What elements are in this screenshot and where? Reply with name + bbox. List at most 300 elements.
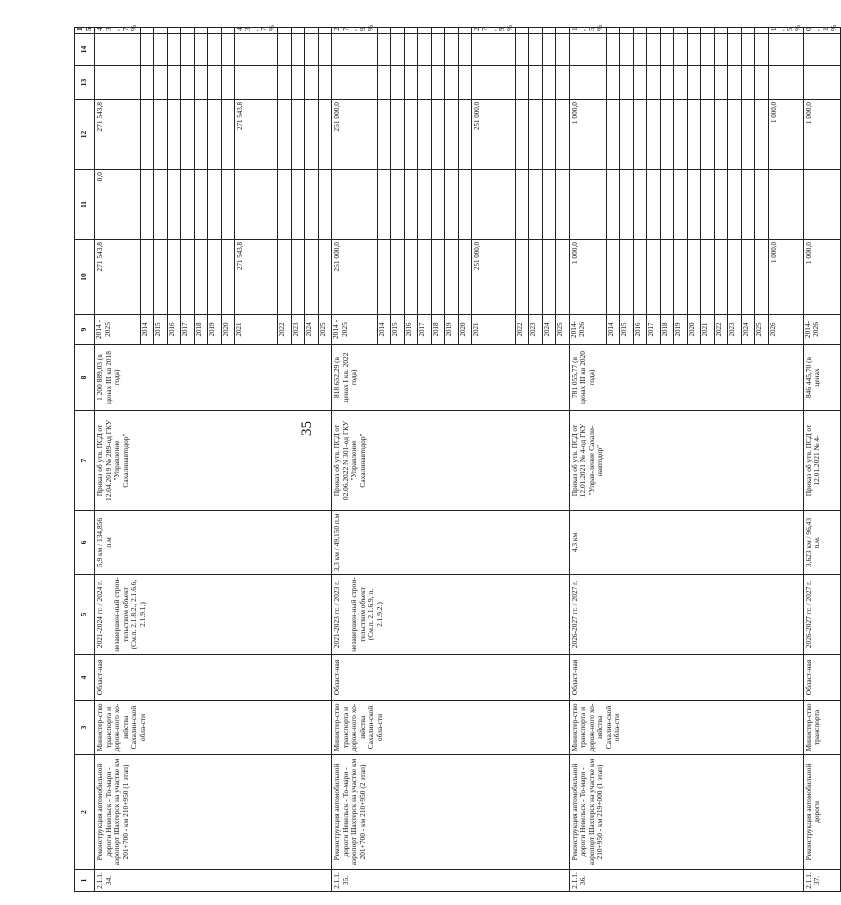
year-cell: 2020 — [221, 315, 235, 345]
year-amount-federal — [181, 170, 195, 240]
year-amount-other — [418, 34, 432, 66]
year-amount-federal — [418, 170, 432, 240]
year-readiness — [445, 28, 459, 34]
year-amount-total — [620, 240, 634, 315]
year-cell: 2014 — [377, 315, 391, 345]
year-readiness — [674, 28, 688, 34]
amount-local — [332, 66, 378, 100]
year-cell: 2016 — [167, 315, 181, 345]
year-amount-regional: 251 000,0 — [472, 100, 515, 170]
year-amount-federal — [606, 170, 620, 240]
year-amount-regional — [221, 100, 235, 170]
year-amount-other — [404, 34, 418, 66]
estimated-cost: 781 055,77 (в ценах III кв 2020 года) — [569, 345, 803, 411]
ministry: Министер-ство транспорта и дорож-ного хо-зяйства Сахалин-ской обла-сти — [332, 701, 569, 755]
year-amount-regional — [647, 100, 661, 170]
header-cell: 2 — [75, 755, 95, 870]
year-cell: 2018 — [431, 315, 445, 345]
amount-federal: 0,0 — [95, 170, 141, 240]
year-amount-federal — [318, 170, 332, 240]
header-cell: 12 — [75, 100, 95, 170]
year-amount-other — [458, 34, 472, 66]
year-amount-other — [431, 34, 445, 66]
year-cell: 2022 — [515, 315, 529, 345]
year-amount-total: 1 000,0 — [768, 240, 803, 315]
construction-term: 2026-2027 гг. / 2027 г. — [569, 575, 803, 655]
year-cell: 2022 — [714, 315, 728, 345]
year-amount-federal — [235, 170, 278, 240]
amount-other — [95, 34, 141, 66]
level: Област-ная — [95, 655, 332, 701]
year-readiness — [154, 28, 168, 34]
year-amount-federal — [154, 170, 168, 240]
year-amount-regional — [377, 100, 391, 170]
year-amount-regional — [167, 100, 181, 170]
year-readiness — [208, 28, 222, 34]
year-cell: 2025 — [318, 315, 332, 345]
object-name: Реконструкция автомобильной дороги Невельск - То-мари - аэропорт Шахтерск на участке км 201+700 - км 210+950 (1 этап) — [95, 755, 332, 870]
year-amount-local — [278, 66, 292, 100]
year-amount-other — [235, 34, 278, 66]
year-cell: 2021 — [701, 315, 715, 345]
table-row — [95, 28, 141, 892]
year-amount-local — [445, 66, 459, 100]
year-amount-regional — [208, 100, 222, 170]
year-readiness — [529, 28, 543, 34]
year-amount-local — [291, 66, 305, 100]
year-amount-total — [458, 240, 472, 315]
year-amount-federal — [755, 170, 769, 240]
table-row — [803, 28, 840, 892]
year-amount-other — [755, 34, 769, 66]
row-number: 2.1.1. 35. — [332, 870, 569, 892]
year-readiness — [221, 28, 235, 34]
year-amount-other — [278, 34, 292, 66]
table-row — [569, 28, 606, 892]
year-amount-other — [515, 34, 529, 66]
year-amount-other — [305, 34, 319, 66]
header-cell: 1 — [75, 870, 95, 892]
year-amount-total — [221, 240, 235, 315]
year-amount-local — [181, 66, 195, 100]
year-amount-federal — [377, 170, 391, 240]
year-amount-federal — [291, 170, 305, 240]
row-number: 2.1.1. 37. — [803, 870, 840, 892]
header-cell: 4 — [75, 655, 95, 701]
amount-total: 1 000,0 — [803, 240, 840, 315]
year-cell: 2024 — [305, 315, 319, 345]
year-amount-local — [515, 66, 529, 100]
year-cell: 2023 — [728, 315, 742, 345]
year-amount-local — [728, 66, 742, 100]
year-amount-local — [431, 66, 445, 100]
year-amount-total — [208, 240, 222, 315]
ministry: Министер-ство транспорта и дорож-ного хо-зяйства Сахалин-ской обла-сти — [95, 701, 332, 755]
year-amount-total — [418, 240, 432, 315]
year-amount-other — [647, 34, 661, 66]
year-cell: 2014 — [606, 315, 620, 345]
year-amount-local — [741, 66, 755, 100]
row-number: 2.1.1. 34. — [95, 870, 332, 892]
header-cell: 15 — [75, 28, 95, 34]
header-row — [75, 28, 95, 892]
year-readiness — [391, 28, 405, 34]
level: Област-ная — [332, 655, 569, 701]
year-amount-federal — [221, 170, 235, 240]
year-amount-total — [140, 240, 154, 315]
year-amount-other — [154, 34, 168, 66]
year-amount-federal — [458, 170, 472, 240]
program-table — [74, 24, 841, 892]
year-amount-regional — [458, 100, 472, 170]
level: Област-ная — [569, 655, 803, 701]
year-amount-other — [768, 34, 803, 66]
year-amount-local — [458, 66, 472, 100]
year-amount-federal — [305, 170, 319, 240]
year-amount-regional — [418, 100, 432, 170]
year-amount-regional — [194, 100, 208, 170]
year-amount-regional — [445, 100, 459, 170]
row-number: 2.1.1. 36. — [569, 870, 803, 892]
year-amount-total — [167, 240, 181, 315]
year-amount-regional — [140, 100, 154, 170]
amount-federal — [569, 170, 606, 240]
amount-regional: 271 543,8 — [95, 100, 141, 170]
year-amount-other — [728, 34, 742, 66]
year-readiness — [194, 28, 208, 34]
year-amount-federal — [542, 170, 556, 240]
document-page — [74, 24, 839, 892]
year-amount-federal — [529, 170, 543, 240]
year-readiness — [542, 28, 556, 34]
year-amount-federal — [741, 170, 755, 240]
amount-local — [95, 66, 141, 100]
year-amount-other — [633, 34, 647, 66]
year-readiness: 27,9% — [472, 28, 515, 34]
capacity: 3,623 км / 96,43 п.м. — [803, 511, 840, 575]
ministry: Министер-ство транспорта и дорож-ного хо-зяйства Сахалин-ской обла-сти — [569, 701, 803, 755]
year-amount-federal — [714, 170, 728, 240]
year-readiness — [291, 28, 305, 34]
period: 2014 - 2025 — [95, 315, 141, 345]
year-amount-other — [687, 34, 701, 66]
year-readiness — [278, 28, 292, 34]
year-cell: 2015 — [154, 315, 168, 345]
year-amount-other — [606, 34, 620, 66]
header-cell: 9 — [75, 315, 95, 345]
year-amount-other — [556, 34, 570, 66]
year-amount-local — [418, 66, 432, 100]
year-amount-federal — [208, 170, 222, 240]
year-amount-total — [701, 240, 715, 315]
project-doc: Приказ об утв. ПСД от 12.01.2021 № 4-од ГКУ "Управ-ление Сахали-навтодор" — [569, 411, 803, 511]
amount-local — [569, 66, 606, 100]
year-amount-regional — [515, 100, 529, 170]
readiness: 1,5% — [569, 28, 606, 34]
year-amount-federal — [140, 170, 154, 240]
year-readiness — [318, 28, 332, 34]
year-amount-local — [529, 66, 543, 100]
object-name: Реконструкция автомобильной дороги — [803, 755, 840, 870]
year-cell: 2016 — [404, 315, 418, 345]
year-amount-regional — [620, 100, 634, 170]
estimated-cost: 818 652,29 (в ценах I кв. 2022 года) — [332, 345, 569, 411]
page-number: 35 — [299, 421, 315, 436]
year-amount-federal — [660, 170, 674, 240]
year-readiness — [418, 28, 432, 34]
object-name: Реконструкция автомобильной дороги Невельск - То-мари - аэропорт Шахтерск на участке км 201+700 - км 210+950 (2 этап) — [332, 755, 569, 870]
year-amount-local — [701, 66, 715, 100]
table-row — [332, 28, 378, 892]
year-amount-local — [620, 66, 634, 100]
year-amount-federal — [620, 170, 634, 240]
year-amount-regional — [391, 100, 405, 170]
year-readiness — [181, 28, 195, 34]
year-amount-regional — [318, 100, 332, 170]
year-amount-federal — [472, 170, 515, 240]
year-amount-federal — [701, 170, 715, 240]
year-amount-local — [542, 66, 556, 100]
year-readiness — [458, 28, 472, 34]
year-readiness — [728, 28, 742, 34]
capacity: 4,3 км — [569, 511, 803, 575]
year-amount-total — [741, 240, 755, 315]
year-amount-local — [647, 66, 661, 100]
year-amount-federal — [633, 170, 647, 240]
year-cell: 2025 — [755, 315, 769, 345]
year-amount-local — [154, 66, 168, 100]
year-amount-total — [647, 240, 661, 315]
year-amount-regional — [701, 100, 715, 170]
year-cell: 2023 — [291, 315, 305, 345]
year-readiness — [606, 28, 620, 34]
year-cell: 2019 — [674, 315, 688, 345]
year-cell: 2016 — [633, 315, 647, 345]
year-amount-other — [701, 34, 715, 66]
header-cell: 8 — [75, 345, 95, 411]
year-readiness — [701, 28, 715, 34]
year-cell: 2019 — [208, 315, 222, 345]
year-amount-regional — [278, 100, 292, 170]
year-amount-regional — [291, 100, 305, 170]
year-amount-total — [278, 240, 292, 315]
year-amount-federal — [391, 170, 405, 240]
year-amount-local — [221, 66, 235, 100]
amount-federal — [332, 170, 378, 240]
year-amount-total — [391, 240, 405, 315]
year-amount-local — [305, 66, 319, 100]
year-readiness — [515, 28, 529, 34]
year-amount-regional — [606, 100, 620, 170]
year-amount-other — [620, 34, 634, 66]
year-amount-other — [529, 34, 543, 66]
year-amount-regional — [154, 100, 168, 170]
estimated-cost: 846 445,70 (в ценах — [803, 345, 840, 411]
year-amount-total — [515, 240, 529, 315]
project-doc: Приказ об утв. ПСД от 02.06.2022 N 301-од ГКУ "Управление Сахалинавтодор" — [332, 411, 569, 511]
year-readiness — [140, 28, 154, 34]
year-amount-other — [714, 34, 728, 66]
year-amount-total — [542, 240, 556, 315]
year-readiness — [660, 28, 674, 34]
year-cell: 2024 — [542, 315, 556, 345]
readiness: 27,9% — [332, 28, 378, 34]
year-amount-federal — [687, 170, 701, 240]
estimated-cost: 1 200 889,03 (в ценах III кв 2018 года) — [95, 345, 332, 411]
project-doc: Приказ об утв. ПСД от 12.04.2019 № 289-од ГКУ "Управление Сахалинавтодор" — [95, 411, 332, 511]
amount-other — [569, 34, 606, 66]
year-amount-total — [606, 240, 620, 315]
year-amount-federal — [404, 170, 418, 240]
year-cell: 2019 — [445, 315, 459, 345]
year-readiness — [431, 28, 445, 34]
year-cell: 2025 — [556, 315, 570, 345]
year-amount-other — [741, 34, 755, 66]
year-cell: 2020 — [687, 315, 701, 345]
year-readiness — [404, 28, 418, 34]
year-amount-total — [529, 240, 543, 315]
construction-term: 2026-2027 гг. / 2027 г. — [803, 575, 840, 655]
year-readiness — [556, 28, 570, 34]
header-cell: 5 — [75, 575, 95, 655]
header-cell: 7 — [75, 411, 95, 511]
year-cell: 2022 — [278, 315, 292, 345]
year-amount-other — [660, 34, 674, 66]
object-name: Реконструкция автомобильной дороги Невельск - То-мари - аэропорт Шахтерск на участке км 210+950 - км 219+000 (1 этап) — [569, 755, 803, 870]
year-amount-local — [235, 66, 278, 100]
year-amount-local — [167, 66, 181, 100]
year-amount-federal — [674, 170, 688, 240]
year-amount-local — [140, 66, 154, 100]
year-amount-federal — [278, 170, 292, 240]
amount-total: 271 543,8 — [95, 240, 141, 315]
year-readiness — [620, 28, 634, 34]
year-amount-local — [768, 66, 803, 100]
year-amount-federal — [728, 170, 742, 240]
construction-term: 2021-2024 гг. / 2024 г. незавершен-ный строи-тельством объект (См.п. 2.1.8.2., 2.1.6.6, 2.1.9.1.) — [95, 575, 332, 655]
year-amount-total — [728, 240, 742, 315]
year-amount-total — [305, 240, 319, 315]
year-cell: 2017 — [181, 315, 195, 345]
year-amount-local — [674, 66, 688, 100]
year-readiness — [755, 28, 769, 34]
year-readiness: 43,7% — [235, 28, 278, 34]
year-amount-federal — [556, 170, 570, 240]
header-cell: 13 — [75, 66, 95, 100]
year-readiness — [377, 28, 391, 34]
capacity: 5,9 км / 134,856 п.м — [95, 511, 332, 575]
year-cell: 2015 — [391, 315, 405, 345]
year-amount-federal — [194, 170, 208, 240]
year-amount-total: 251 000,0 — [472, 240, 515, 315]
amount-other — [332, 34, 378, 66]
year-amount-other — [194, 34, 208, 66]
year-readiness — [741, 28, 755, 34]
readiness: 43,7% — [95, 28, 141, 34]
year-amount-regional — [755, 100, 769, 170]
readiness: 0,1% — [803, 28, 840, 34]
year-amount-regional — [660, 100, 674, 170]
year-amount-local — [687, 66, 701, 100]
year-readiness — [633, 28, 647, 34]
year-amount-federal — [167, 170, 181, 240]
ministry: Министер-ство транспорта — [803, 701, 840, 755]
year-cell: 2015 — [620, 315, 634, 345]
year-cell: 2017 — [418, 315, 432, 345]
year-cell: 2018 — [660, 315, 674, 345]
year-amount-local — [208, 66, 222, 100]
period: 2014 - 2025 — [332, 315, 378, 345]
year-amount-total — [633, 240, 647, 315]
year-readiness: 1,5% — [768, 28, 803, 34]
year-amount-local — [391, 66, 405, 100]
year-cell: 2026 — [768, 315, 803, 345]
year-amount-total — [714, 240, 728, 315]
year-amount-regional — [674, 100, 688, 170]
period: 2014-2026 — [569, 315, 606, 345]
year-amount-other — [472, 34, 515, 66]
year-cell: 2020 — [458, 315, 472, 345]
header-cell: 14 — [75, 34, 95, 66]
year-amount-total: 271 543,8 — [235, 240, 278, 315]
year-cell: 2024 — [741, 315, 755, 345]
year-amount-regional — [305, 100, 319, 170]
year-amount-other — [181, 34, 195, 66]
year-amount-regional — [181, 100, 195, 170]
year-amount-total — [318, 240, 332, 315]
year-amount-local — [194, 66, 208, 100]
year-amount-other — [445, 34, 459, 66]
year-amount-local — [377, 66, 391, 100]
amount-other — [803, 34, 840, 66]
level: Област-ная — [803, 655, 840, 701]
header-cell: 3 — [75, 701, 95, 755]
year-amount-regional — [529, 100, 543, 170]
year-amount-total — [431, 240, 445, 315]
year-amount-total — [194, 240, 208, 315]
year-amount-total — [404, 240, 418, 315]
amount-regional: 251 000,0 — [332, 100, 378, 170]
year-amount-regional — [728, 100, 742, 170]
year-amount-other — [377, 34, 391, 66]
year-amount-local — [472, 66, 515, 100]
year-amount-regional — [741, 100, 755, 170]
year-amount-total — [291, 240, 305, 315]
year-cell: 2021 — [235, 315, 278, 345]
year-amount-local — [660, 66, 674, 100]
amount-regional: 1 000,0 — [569, 100, 606, 170]
year-amount-local — [318, 66, 332, 100]
year-amount-regional — [556, 100, 570, 170]
year-cell: 2021 — [472, 315, 515, 345]
year-amount-federal — [445, 170, 459, 240]
year-readiness — [647, 28, 661, 34]
year-amount-regional — [633, 100, 647, 170]
year-amount-total — [755, 240, 769, 315]
year-amount-total — [687, 240, 701, 315]
amount-total: 1 000,0 — [569, 240, 606, 315]
year-amount-other — [221, 34, 235, 66]
header-cell: 6 — [75, 511, 95, 575]
year-amount-total — [181, 240, 195, 315]
year-amount-total — [377, 240, 391, 315]
year-amount-local — [606, 66, 620, 100]
year-amount-other — [167, 34, 181, 66]
year-amount-total — [154, 240, 168, 315]
year-amount-federal — [515, 170, 529, 240]
year-amount-federal — [431, 170, 445, 240]
year-amount-local — [714, 66, 728, 100]
